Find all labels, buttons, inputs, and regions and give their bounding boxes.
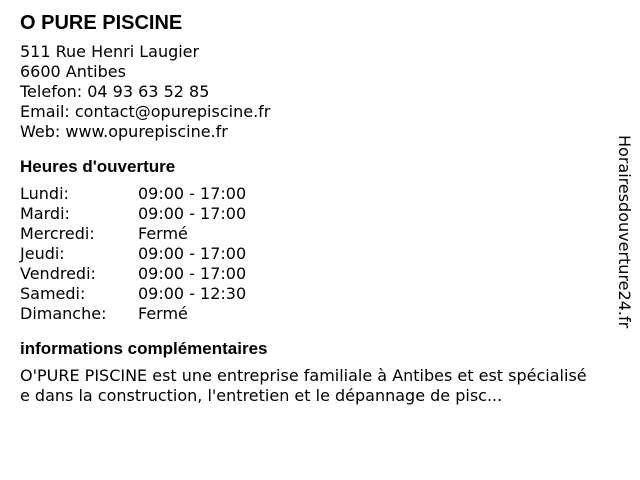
hours-row-samedi — [20, 284, 595, 304]
street-address: 511 Rue Henri Laugier — [20, 42, 200, 61]
phone-number: Telefon: 04 93 63 52 85 — [20, 82, 210, 101]
hours-day: Mardi: — [20, 204, 70, 223]
hours-time: 09:00 - 12:30 — [138, 284, 247, 303]
site-watermark: Horairesdouverture24.fr — [615, 135, 634, 329]
hours-time: Fermé — [138, 224, 188, 243]
hours-time: 09:00 - 17:00 — [138, 244, 247, 263]
hours-day: Jeudi: — [20, 244, 65, 263]
hours-row-mardi — [20, 204, 595, 224]
hours-day: Vendredi: — [20, 264, 96, 283]
email-address: Email: contact@opurepiscine.fr — [20, 102, 271, 121]
hours-row-jeudi — [20, 244, 595, 264]
hours-day: Mercredi: — [20, 224, 95, 243]
additional-info-heading: informations complémentaires — [20, 339, 268, 358]
hours-day: Lundi: — [20, 184, 69, 203]
hours-day: Samedi: — [20, 284, 86, 303]
business-name: O PURE PISCINE — [20, 12, 183, 34]
city-address: 6600 Antibes — [20, 62, 126, 81]
hours-time: 09:00 - 17:00 — [138, 204, 247, 223]
hours-row-lundi — [20, 184, 595, 204]
additional-info-text: O'PURE PISCINE est une entreprise familiale à Antibes et est spécialisée dans la construction, l'entretien et le dépannage de pisc... — [20, 366, 587, 405]
hours-day: Dimanche: — [20, 304, 107, 323]
hours-row-dimanche — [20, 304, 595, 324]
business-card — [20, 10, 595, 406]
hours-row-mercredi — [20, 224, 595, 244]
hours-time: 09:00 - 17:00 — [138, 184, 247, 203]
opening-hours-heading: Heures d'ouverture — [20, 157, 176, 176]
hours-row-vendredi — [20, 264, 595, 284]
hours-time: Fermé — [138, 304, 188, 323]
website: Web: www.opurepiscine.fr — [20, 122, 228, 141]
hours-time: 09:00 - 17:00 — [138, 264, 247, 283]
